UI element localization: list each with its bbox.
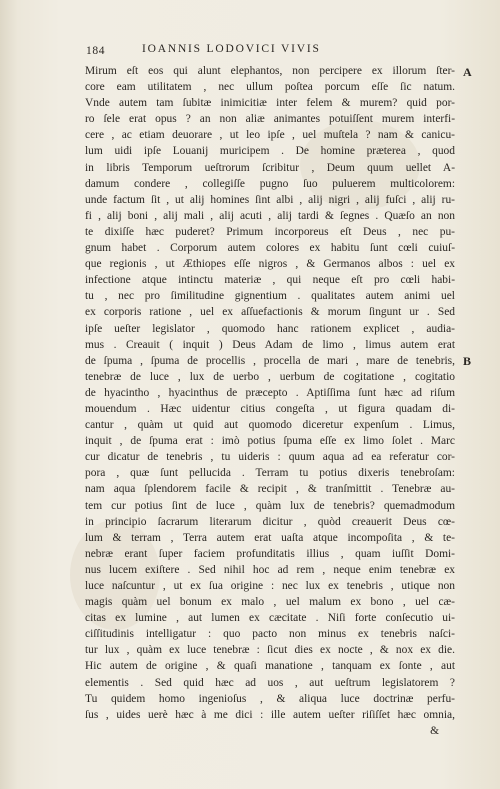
text-line: fi , alij boni , alij mali , alij acuti , alij tardi & ſegnes . Quæſo an non bbox=[85, 209, 455, 222]
text-line: mus . Creauit ( inquit ) Deus Adam de limo , limus autem erat bbox=[85, 338, 455, 351]
text-line: te dixiſſe hæc puderet? Primum incorporeus eſt Deus , nec pu- bbox=[85, 225, 455, 238]
margin-note-a: A bbox=[463, 65, 472, 79]
text-line: ex corporis ratione , uel ex aſſuefactionis & morum ſingunt ur . Sed bbox=[85, 306, 455, 319]
text-line: Hic autem de origine , & quaſi manatione , tanquam ex ſonte , aut bbox=[85, 660, 455, 673]
text-line: in libris Temporum ueſtrorum ſcribitur , Deum quum uellet A- bbox=[85, 161, 455, 174]
text-line: unde factum ſit , ut alij homines ſint albi , alij nigri , alij fuſci , alij ru- bbox=[85, 193, 455, 206]
text-line: in principio ſacrarum literarum dicitur , quòd creauerit Deus cœ- bbox=[85, 515, 455, 528]
text-line: ro ſele erat opus ? an non aliæ animantes potuiſſent murem interfi- bbox=[85, 113, 455, 126]
text-line: nam aqua ſplendorem facile & recipit , & tranſmittit . Tenebræ au- bbox=[85, 483, 455, 496]
text-line: lum uidi ipſe Louanij muricipem . De homine præterea , quod bbox=[85, 145, 455, 158]
text-line: Mirum eſt eos qui alunt elephantos, non percipere ex illorum ſter- bbox=[85, 65, 455, 77]
text-line: core eam utilitatem , nec ullum poſtea porcum eſſe ſic natum. bbox=[85, 81, 455, 94]
text-line: tu , nec pro ſimilitudine gignentium . qualitates autem animi uel bbox=[85, 290, 455, 303]
text-line: infectione atque intinctu materiæ , qui neque eſt pro cœli habi- bbox=[85, 274, 455, 287]
text-line: que regionis , ut Æthiopes eſſe nigros , & Germanos albos : uel ex bbox=[85, 258, 455, 271]
page-number: 184 bbox=[86, 45, 106, 57]
text-line: nus lucem exiſtere . Sed nihil hoc ad rem , neque enim tenebræ ex bbox=[85, 563, 455, 576]
text-line: de ſpuma , ſpuma de procellis , procella de mari , mare de tenebris, bbox=[85, 354, 455, 367]
text-line: cere , ac etiam deuorare , ut leo ipſe , uel muſtela ? nam & canicu- bbox=[85, 129, 455, 142]
text-line: cur dicatur de tenebris , tu uideris : quum aqua ad ea referatur cor- bbox=[85, 451, 455, 464]
page-header bbox=[86, 43, 446, 59]
text-line: ſus , uides uerè hæc à me dici : ille autem ueſter riſiſſet hæc omnia, bbox=[85, 708, 455, 721]
text-line: citas ex lumine , aut lumen ex cæcitate . Niſi forte conſecutio ui- bbox=[85, 612, 455, 625]
text-line: damum condere , collegiſſe pugno ſuo puluerem multicolorem: bbox=[85, 177, 455, 190]
text-line: ciſſitudinis intelligatur : quo pacto non minus ex tenebris naſci- bbox=[85, 628, 455, 641]
text-line: cantur , quàm ut quid aut quomodo diceretur expenſum . Limus, bbox=[85, 419, 455, 432]
text-line: ipſe ueſter legislator , quomodo hanc rationem explicet , audia- bbox=[85, 322, 455, 335]
text-line: lum & terram , Terra autem erat uaſta atque incompoſita , & te- bbox=[85, 531, 455, 544]
text-line: pora , quæ ſunt pellucida . Terram tu potius dixeris tenebroſam: bbox=[85, 467, 455, 480]
text-line: mouendum . Hæc uidentur citius congeſta , ut figura quadam di- bbox=[85, 402, 455, 415]
text-line: Vnde autem tam ſubitæ inimicitiæ inter felem & murem? quid por- bbox=[85, 97, 455, 110]
text-line: tenebræ de luce , lux de uerbo , uerbum de cogitatione , cogitatio bbox=[85, 370, 455, 383]
text-line: tur lux , quàm ex luce tenebræ : ſicut dies ex nocte , & nox ex die. bbox=[85, 644, 455, 657]
text-line: magis quàm uel bonum ex malo , uel malum ex bono , uel cæ- bbox=[85, 596, 455, 609]
running-head: IOANNIS LODOVICI VIVIS bbox=[142, 43, 321, 55]
text-line: inquit , de ſpuma erat : imò potius ſpuma eſſe ex limo ſolet . Marc bbox=[85, 435, 455, 448]
text-line: gnum habet . Corporum autem colores ex habitu ſunt cœli cuiuſ- bbox=[85, 242, 455, 255]
catchword: & bbox=[430, 724, 439, 737]
text-line: tem cur potius ſint de luce , quàm lux de tenebris? quemadmodum bbox=[85, 499, 455, 512]
text-line: de hyacintho , hyacinthus de præcepto . Aptiſſima ſunt hæc ad riſum bbox=[85, 386, 455, 399]
margin-note-b: B bbox=[463, 354, 472, 368]
text-line: elementis . Sed quid hæc ad uos , aut ueſtrum legislatorem ? bbox=[85, 676, 455, 689]
text-line: Tu quidem homo ingenioſus , & aliqua luce doctrinæ perfu- bbox=[85, 692, 455, 705]
text-line: nebræ erant ſuper faciem profunditatis illius , quam iuſſit Domi- bbox=[85, 547, 455, 560]
text-line: luce naſcuntur , ut ex ſua origine : nec lux ex tenebris , utique non bbox=[85, 580, 455, 592]
body-text bbox=[85, 63, 455, 739]
